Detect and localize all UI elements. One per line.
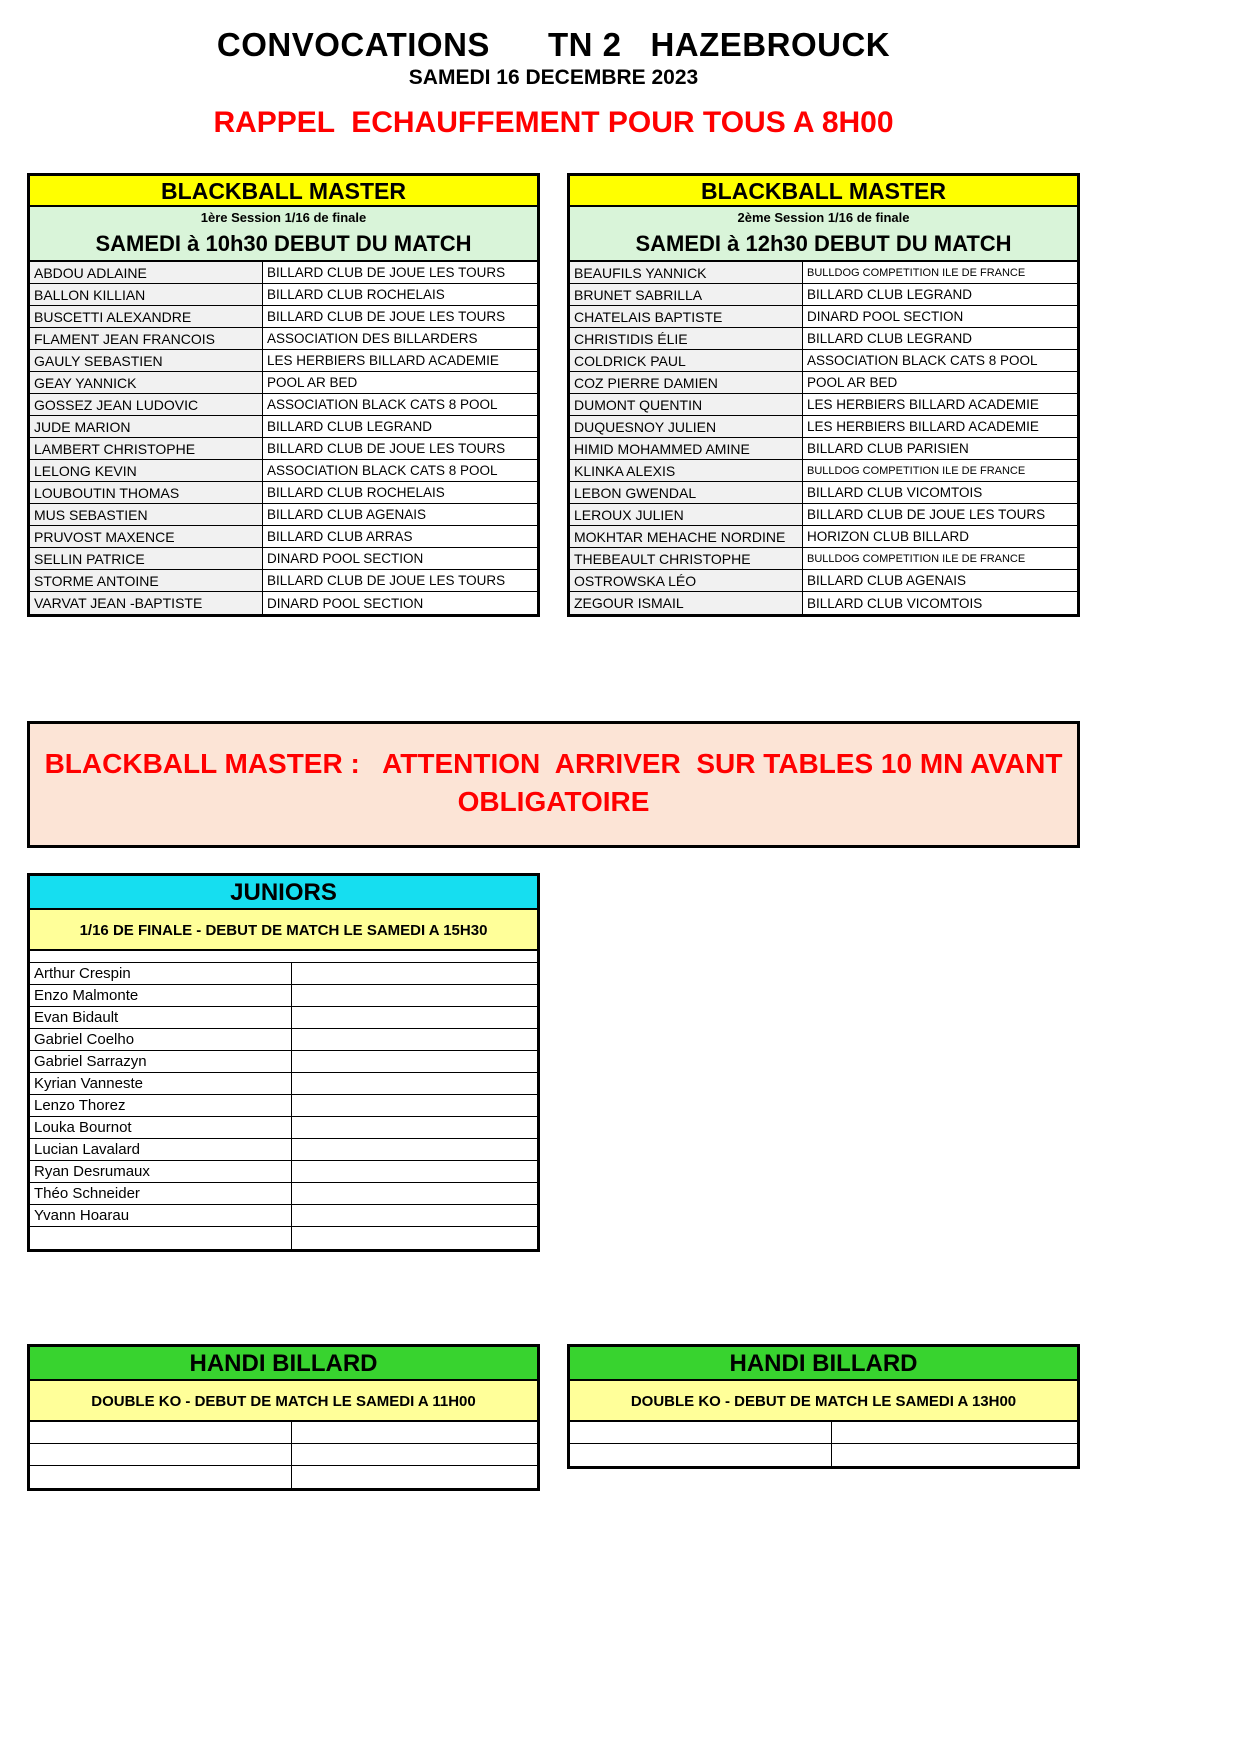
player-row [570,372,1077,394]
player-club: BILLARD CLUB ROCHELAIS [267,287,445,302]
player-name: Gabriel Sarrazyn [30,1051,292,1072]
table-title: BLACKBALL MASTER [30,176,537,207]
player-name: LEBON GWENDAL [570,482,803,503]
player-name: GOSSEZ JEAN LUDOVIC [30,394,263,415]
player-name: DUQUESNOY JULIEN [570,416,803,437]
player-name: FLAMENT JEAN FRANCOIS [30,328,263,349]
empty-cell [292,1444,537,1465]
player-row [570,570,1077,592]
player-name: THEBEAULT CHRISTOPHE [570,548,803,569]
player-club: BILLARD CLUB LEGRAND [807,331,973,346]
player-name: LOUBOUTIN THOMAS [30,482,263,503]
player-row [30,394,537,416]
player-club: BILLARD CLUB ROCHELAIS [267,485,445,500]
player-name: KLINKA ALEXIS [570,460,803,481]
player-row [30,526,537,548]
player-name: CHATELAIS BAPTISTE [570,306,803,327]
player-club: BILLARD CLUB DE JOUE LES TOURS [807,507,1046,522]
empty-name-cell [570,1422,832,1443]
player-list [570,262,1077,614]
player-name: GAULY SEBASTIEN [30,350,263,371]
player-name: Lucian Lavalard [30,1139,292,1160]
handi-billard-13h00-table [567,1344,1080,1469]
empty-cell [292,1051,537,1072]
empty-cell [292,1095,537,1116]
player-club: BILLARD CLUB VICOMTOIS [807,595,983,611]
player-row [30,592,537,614]
empty-name-cell [30,1466,292,1488]
player-row [570,394,1077,416]
empty-name-cell [30,1444,292,1465]
empty-cell [292,1205,537,1226]
player-row [570,306,1077,328]
player-name: PRUVOST MAXENCE [30,526,263,547]
player-name: BALLON KILLIAN [30,284,263,305]
player-name: STORME ANTOINE [30,570,263,591]
player-row [570,592,1077,614]
player-name: BRUNET SABRILLA [570,284,803,305]
player-club: BULLDOG COMPETITION ILE DE FRANCE [807,464,1026,477]
player-club: BULLDOG COMPETITION ILE DE FRANCE [807,266,1026,279]
player-row [570,548,1077,570]
player-row [30,1029,537,1051]
player-name: Ryan Desrumaux [30,1161,292,1182]
player-name: Théo Schneider [30,1183,292,1204]
player-name: Enzo Malmonte [30,985,292,1006]
player-club: HORIZON CLUB BILLARD [807,529,970,544]
player-name: ZEGOUR ISMAIL [570,592,803,614]
empty-name-cell [30,1422,292,1443]
player-row [30,1073,537,1095]
player-row [30,985,537,1007]
player-club: BILLARD CLUB VICOMTOIS [807,485,983,500]
blackball-master-tables [27,173,1080,617]
player-name: LELONG KEVIN [30,460,263,481]
player-row [30,1205,537,1227]
player-name: LAMBERT CHRISTOPHE [30,438,263,459]
player-name: HIMID MOHAMMED AMINE [570,438,803,459]
player-row [30,1161,537,1183]
table-title: BLACKBALL MASTER [570,176,1077,207]
player-club: BILLARD CLUB AGENAIS [267,507,427,522]
player-club: DINARD POOL SECTION [267,595,424,611]
table-title: HANDI BILLARD [570,1347,1077,1381]
player-name: ABDOU ADLAINE [30,262,263,283]
empty-cell [292,963,537,984]
player-row [30,328,537,350]
empty-player-row [570,1422,1077,1444]
player-club: BILLARD CLUB LEGRAND [267,419,433,434]
player-name: Arthur Crespin [30,963,292,984]
player-name: COLDRICK PAUL [570,350,803,371]
player-list [30,1422,537,1488]
session-label: DOUBLE KO - DEBUT DE MATCH LE SAMEDI A 13H00 [570,1381,1077,1422]
player-name: CHRISTIDIS ÉLIE [570,328,803,349]
player-name: LEROUX JULIEN [570,504,803,525]
blackball-master-session1-table [27,173,540,617]
empty-cell [292,1161,537,1182]
player-row [30,1139,537,1161]
player-row [30,306,537,328]
player-club: ASSOCIATION DES BILLARDERS [267,331,478,346]
player-club: ASSOCIATION BLACK CATS 8 POOL [267,397,498,412]
session-label: DOUBLE KO - DEBUT DE MATCH LE SAMEDI A 11H00 [30,1381,537,1422]
player-club: LES HERBIERS BILLARD ACADEMIE [807,397,1039,412]
empty-player-row [30,1444,537,1466]
player-club: DINARD POOL SECTION [807,309,964,324]
player-row [30,284,537,306]
empty-cell [292,985,537,1006]
player-name: GEAY YANNICK [30,372,263,393]
attention-notice: BLACKBALL MASTER : ATTENTION ARRIVER SUR TABLES 10 MN AVANT OBLIGATOIRE [27,721,1080,848]
empty-cell [292,1227,537,1249]
empty-cell [292,1029,537,1050]
player-row [30,262,537,284]
player-row [570,526,1077,548]
player-name: MUS SEBASTIEN [30,504,263,525]
player-row [570,350,1077,372]
player-row [30,460,537,482]
player-row [570,504,1077,526]
player-club: BILLARD CLUB PARISIEN [807,441,969,456]
empty-name-cell [570,1444,832,1466]
player-row [30,1007,537,1029]
empty-cell [292,1422,537,1443]
player-row [30,1227,537,1249]
player-row [30,504,537,526]
empty-cell [292,1466,537,1488]
player-row [570,262,1077,284]
empty-cell [292,1139,537,1160]
empty-player-row [570,1444,1077,1466]
player-name: COZ PIERRE DAMIEN [570,372,803,393]
empty-cell [292,1007,537,1028]
handi-billard-tables [27,1344,1080,1491]
juniors-table [27,873,540,1252]
session-label: 1ère Session 1/16 de finale [30,207,537,229]
player-club: DINARD POOL SECTION [267,551,424,566]
player-name: DUMONT QUENTIN [570,394,803,415]
player-row [30,482,537,504]
player-name: Lenzo Thorez [30,1095,292,1116]
player-club: BILLARD CLUB DE JOUE LES TOURS [267,265,506,280]
player-name: VARVAT JEAN -BAPTISTE [30,592,263,614]
session-label: 1/16 DE FINALE - DEBUT DE MATCH LE SAMEDI A 15H30 [30,910,537,951]
player-row [570,460,1077,482]
blackball-master-session2-table [567,173,1080,617]
spacer-row [30,951,537,963]
player-name: BUSCETTI ALEXANDRE [30,306,263,327]
player-row [30,1117,537,1139]
player-name: BEAUFILS YANNICK [570,262,803,283]
player-name [30,1227,292,1249]
page-title: CONVOCATIONS TN 2 HAZEBROUCK [216,26,891,63]
handi-billard-11h00-table [27,1344,540,1491]
empty-cell [292,1073,537,1094]
start-time-label: SAMEDI à 10h30 DEBUT DU MATCH [30,229,537,262]
player-row [30,1051,537,1073]
player-name: Evan Bidault [30,1007,292,1028]
player-list [30,963,537,1249]
player-club: BULLDOG COMPETITION ILE DE FRANCE [807,552,1026,565]
player-row [30,1183,537,1205]
player-row [570,416,1077,438]
player-name: OSTROWSKA LÉO [570,570,803,591]
player-name: JUDE MARION [30,416,263,437]
player-club: LES HERBIERS BILLARD ACADEMIE [267,353,499,368]
player-club: BILLARD CLUB DE JOUE LES TOURS [267,573,506,588]
session-label: 2ème Session 1/16 de finale [570,207,1077,229]
player-row [570,328,1077,350]
start-time-label: SAMEDI à 12h30 DEBUT DU MATCH [570,229,1077,262]
player-list [30,262,537,614]
player-row [30,350,537,372]
player-row [30,963,537,985]
player-name: MOKHTAR MEHACHE NORDINE [570,526,803,547]
player-row [30,1095,537,1117]
empty-player-row [30,1422,537,1444]
empty-cell [832,1444,1077,1466]
page-header [27,0,1080,140]
empty-player-row [30,1466,537,1488]
player-row [30,372,537,394]
event-date: SAMEDI 16 DECEMBRE 2023 [408,66,699,89]
player-club: BILLARD CLUB DE JOUE LES TOURS [267,309,506,324]
player-club: BILLARD CLUB DE JOUE LES TOURS [267,441,506,456]
player-club: POOL AR BED [267,375,358,390]
player-list [570,1422,1077,1466]
player-name: SELLIN PATRICE [30,548,263,569]
player-name: Louka Bournot [30,1117,292,1138]
player-row [30,548,537,570]
table-title: HANDI BILLARD [30,1347,537,1381]
player-club: BILLARD CLUB AGENAIS [807,573,967,588]
player-club: POOL AR BED [807,375,898,390]
player-row [570,482,1077,504]
player-club: ASSOCIATION BLACK CATS 8 POOL [807,353,1038,368]
player-club: ASSOCIATION BLACK CATS 8 POOL [267,463,498,478]
player-row [30,416,537,438]
table-title: JUNIORS [30,876,537,910]
player-row [30,438,537,460]
empty-cell [292,1117,537,1138]
empty-cell [832,1422,1077,1443]
warmup-reminder: RAPPEL ECHAUFFEMENT POUR TOUS A 8H00 [213,106,894,139]
player-name: Yvann Hoarau [30,1205,292,1226]
player-row [30,570,537,592]
empty-cell [292,1183,537,1204]
player-name: Kyrian Vanneste [30,1073,292,1094]
player-club: BILLARD CLUB LEGRAND [807,287,973,302]
player-row [570,284,1077,306]
player-row [570,438,1077,460]
player-club: LES HERBIERS BILLARD ACADEMIE [807,419,1039,434]
player-club: BILLARD CLUB ARRAS [267,529,413,544]
player-name: Gabriel Coelho [30,1029,292,1050]
